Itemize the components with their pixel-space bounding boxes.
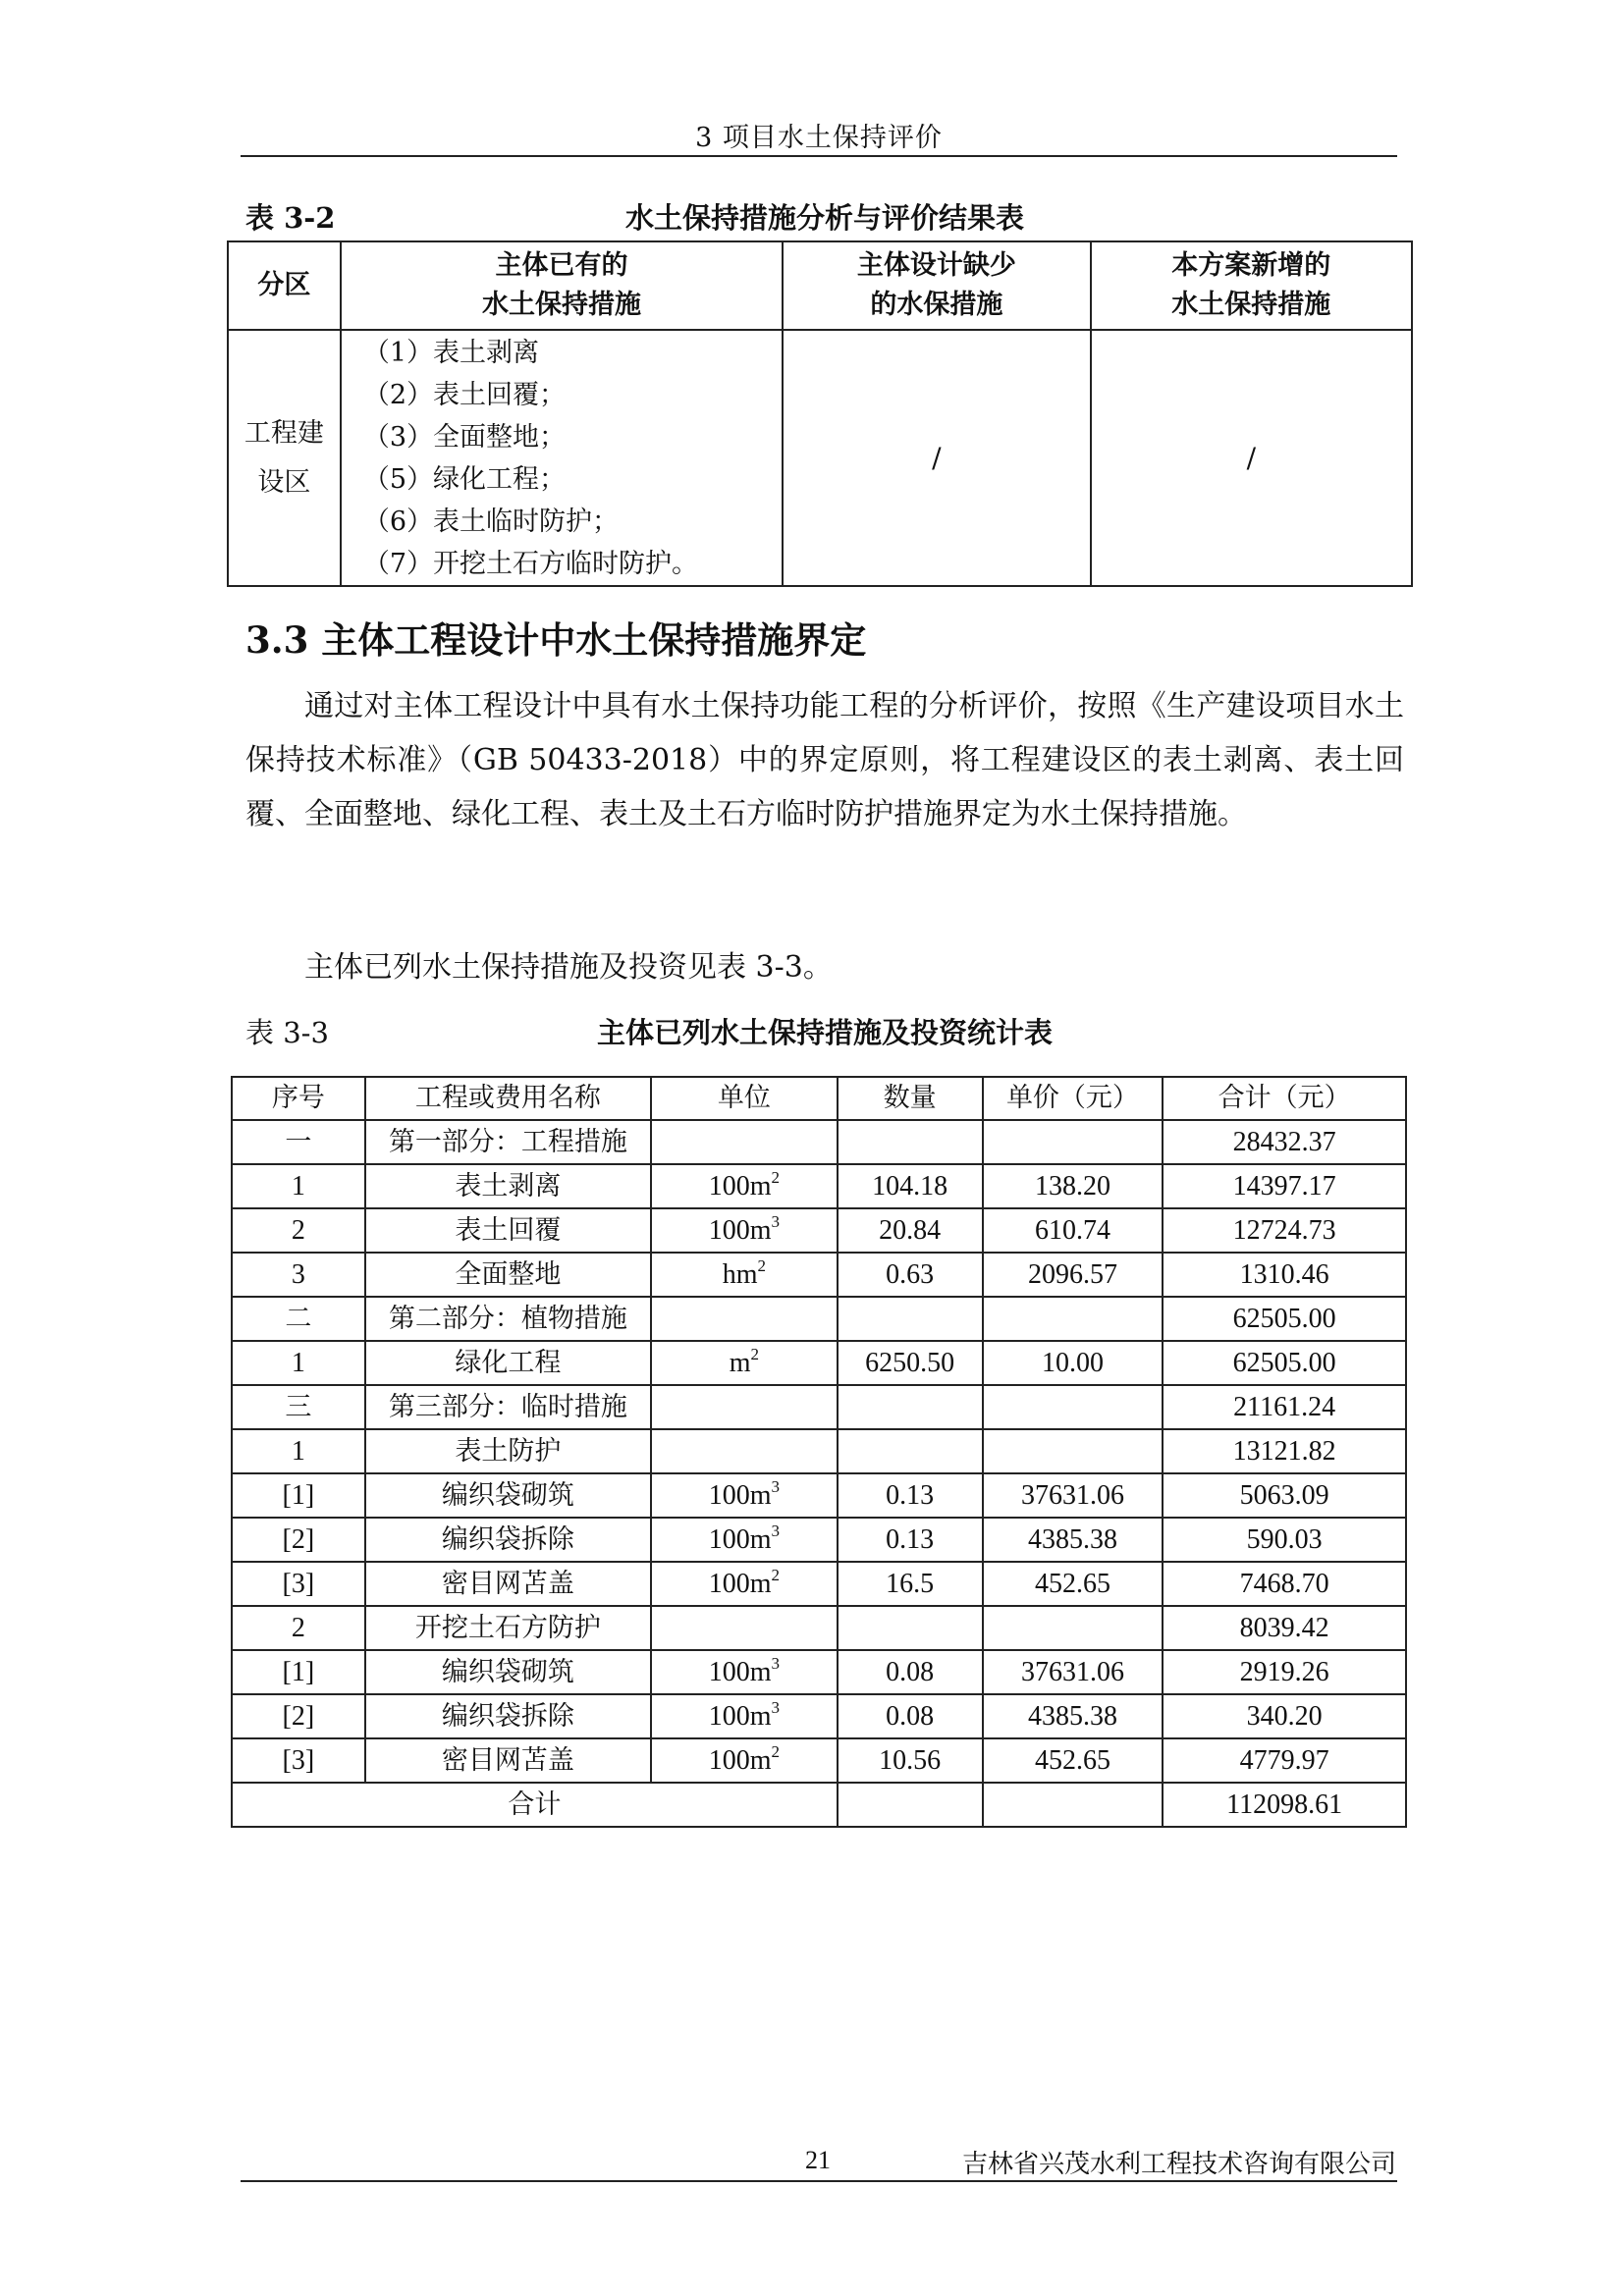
row-unit bbox=[651, 1385, 838, 1429]
row-total: 590.03 bbox=[1163, 1518, 1406, 1562]
header-missing-line-2: 的水保措施 bbox=[870, 290, 1003, 320]
row-quantity: 0.08 bbox=[838, 1650, 983, 1694]
total-label: 合计 bbox=[232, 1783, 838, 1827]
table-row bbox=[232, 1208, 1406, 1253]
row-total: 340.20 bbox=[1163, 1694, 1406, 1738]
header-missing bbox=[783, 241, 1090, 330]
row-unit-price bbox=[983, 1606, 1164, 1650]
grand-total: 112098.61 bbox=[1163, 1783, 1406, 1827]
table-row bbox=[232, 1694, 1406, 1738]
row-total: 1310.46 bbox=[1163, 1253, 1406, 1297]
row-total: 62505.00 bbox=[1163, 1297, 1406, 1341]
row-number: 1 bbox=[232, 1429, 365, 1473]
table-3-2-header-row bbox=[228, 241, 1412, 330]
row-number: 三 bbox=[232, 1385, 365, 1429]
row-name: 表土回覆 bbox=[365, 1208, 651, 1253]
row-unit bbox=[651, 1429, 838, 1473]
row-number: [1] bbox=[232, 1650, 365, 1694]
row-number: 一 bbox=[232, 1120, 365, 1164]
unit-base: hm bbox=[722, 1258, 758, 1290]
header-existing bbox=[341, 241, 783, 330]
header-existing-line-2: 水土保持措施 bbox=[481, 290, 641, 320]
row-unit bbox=[651, 1120, 838, 1164]
measure-item: （1）表土剥离 bbox=[362, 338, 540, 368]
row-name: 表土防护 bbox=[365, 1429, 651, 1473]
row-unit-price bbox=[983, 1429, 1164, 1473]
row-unit-price bbox=[983, 1297, 1164, 1341]
header-area: 分区 bbox=[228, 241, 341, 330]
measure-item: （3）全面整地； bbox=[362, 422, 567, 453]
unit-base: 100m bbox=[708, 1479, 772, 1511]
page-number: 21 bbox=[805, 2146, 831, 2174]
row-unit-price bbox=[983, 1385, 1164, 1429]
row-number: [2] bbox=[232, 1694, 365, 1738]
table-row bbox=[232, 1738, 1406, 1783]
row-unit-price: 37631.06 bbox=[983, 1473, 1164, 1518]
unit-base: 100m bbox=[708, 1744, 772, 1776]
header-existing-line-1: 主体已有的 bbox=[495, 250, 628, 281]
column-header: 数量 bbox=[838, 1077, 983, 1120]
table-row bbox=[232, 1385, 1406, 1429]
row-number: [3] bbox=[232, 1738, 365, 1783]
body-paragraph-2: 主体已列水土保持措施及投资见表 3-3。 bbox=[304, 950, 833, 985]
row-number: 1 bbox=[232, 1341, 365, 1385]
existing-measures-cell bbox=[341, 330, 783, 586]
row-total: 28432.37 bbox=[1163, 1120, 1406, 1164]
row-name: 第三部分：临时措施 bbox=[365, 1385, 651, 1429]
row-total: 8039.42 bbox=[1163, 1606, 1406, 1650]
table-3-3-header-row bbox=[232, 1077, 1406, 1120]
row-unit-price bbox=[983, 1120, 1164, 1164]
row-number: [3] bbox=[232, 1562, 365, 1606]
header-missing-line-1: 主体设计缺少 bbox=[856, 250, 1016, 281]
table-row bbox=[232, 1518, 1406, 1562]
table-3-3-title: 主体已列水土保持措施及投资统计表 bbox=[596, 1016, 1053, 1049]
section-heading: 3.3 主体工程设计中水土保持措施界定 bbox=[245, 618, 867, 662]
area-line-2: 设区 bbox=[257, 466, 311, 498]
row-name: 密目网苫盖 bbox=[365, 1562, 651, 1606]
unit-base: 100m bbox=[708, 1656, 772, 1687]
measure-item: （6）表土临时防护； bbox=[362, 507, 620, 537]
row-unit bbox=[651, 1164, 838, 1208]
table-row bbox=[232, 1164, 1406, 1208]
row-quantity bbox=[838, 1297, 983, 1341]
total-row bbox=[232, 1783, 1406, 1827]
row-name: 密目网苫盖 bbox=[365, 1738, 651, 1783]
row-unit-price: 37631.06 bbox=[983, 1650, 1164, 1694]
row-quantity: 20.84 bbox=[838, 1208, 983, 1253]
unit-exponent: 2 bbox=[757, 1255, 766, 1275]
row-unit-price: 10.00 bbox=[983, 1341, 1164, 1385]
area-cell bbox=[228, 330, 341, 586]
missing-measures-cell: / bbox=[783, 330, 1090, 586]
row-quantity: 0.13 bbox=[838, 1518, 983, 1562]
unit-base: 100m bbox=[708, 1523, 772, 1555]
unit-exponent: 2 bbox=[771, 1167, 780, 1187]
added-measures-cell: / bbox=[1091, 330, 1412, 586]
row-total: 4779.97 bbox=[1163, 1738, 1406, 1783]
table-3-2-number: 表 3-2 bbox=[245, 201, 336, 235]
column-header: 单位 bbox=[651, 1077, 838, 1120]
row-total: 5063.09 bbox=[1163, 1473, 1406, 1518]
row-unit bbox=[651, 1562, 838, 1606]
row-unit bbox=[651, 1738, 838, 1783]
unit-exponent: 3 bbox=[771, 1476, 780, 1496]
running-header: 3 项目水土保持评价 bbox=[695, 123, 943, 153]
table-row bbox=[232, 1341, 1406, 1385]
row-unit-price: 4385.38 bbox=[983, 1694, 1164, 1738]
row-quantity bbox=[838, 1385, 983, 1429]
row-quantity: 0.13 bbox=[838, 1473, 983, 1518]
row-number: 2 bbox=[232, 1606, 365, 1650]
column-header: 合计（元） bbox=[1163, 1077, 1406, 1120]
row-unit bbox=[651, 1341, 838, 1385]
row-number: 1 bbox=[232, 1164, 365, 1208]
row-total: 7468.70 bbox=[1163, 1562, 1406, 1606]
row-name: 开挖土石方防护 bbox=[365, 1606, 651, 1650]
row-unit bbox=[651, 1297, 838, 1341]
row-name: 表土剥离 bbox=[365, 1164, 651, 1208]
table-row bbox=[232, 1297, 1406, 1341]
footer-rule bbox=[241, 2180, 1397, 2182]
row-number: [1] bbox=[232, 1473, 365, 1518]
row-name: 编织袋拆除 bbox=[365, 1518, 651, 1562]
measure-item: （2）表土回覆； bbox=[362, 380, 567, 410]
row-total: 21161.24 bbox=[1163, 1385, 1406, 1429]
row-name: 全面整地 bbox=[365, 1253, 651, 1297]
row-name: 第二部分：植物措施 bbox=[365, 1297, 651, 1341]
table-3-2 bbox=[227, 240, 1413, 587]
column-header: 工程或费用名称 bbox=[365, 1077, 651, 1120]
unit-exponent: 3 bbox=[771, 1211, 780, 1231]
unit-exponent: 2 bbox=[771, 1565, 780, 1584]
unit-base: 100m bbox=[708, 1214, 772, 1246]
unit-exponent: 2 bbox=[750, 1344, 759, 1363]
row-name: 绿化工程 bbox=[365, 1341, 651, 1385]
table-row bbox=[232, 1650, 1406, 1694]
row-unit-price: 452.65 bbox=[983, 1562, 1164, 1606]
header-rule bbox=[241, 155, 1397, 157]
table-row bbox=[232, 1473, 1406, 1518]
column-header: 序号 bbox=[232, 1077, 365, 1120]
table-3-2-title: 水土保持措施分析与评价结果表 bbox=[624, 201, 1024, 235]
row-unit-price: 138.20 bbox=[983, 1164, 1164, 1208]
row-quantity: 0.63 bbox=[838, 1253, 983, 1297]
header-added-line-2: 水土保持措施 bbox=[1171, 290, 1331, 320]
table-row bbox=[232, 1120, 1406, 1164]
table-row bbox=[232, 1562, 1406, 1606]
row-unit bbox=[651, 1473, 838, 1518]
table-3-3-number: 表 3-3 bbox=[245, 1016, 329, 1049]
unit-base: 100m bbox=[708, 1700, 772, 1732]
row-quantity: 10.56 bbox=[838, 1738, 983, 1783]
column-header: 单价（元） bbox=[983, 1077, 1164, 1120]
row-quantity: 0.08 bbox=[838, 1694, 983, 1738]
row-quantity: 16.5 bbox=[838, 1562, 983, 1606]
unit-exponent: 3 bbox=[771, 1521, 780, 1540]
row-total: 13121.82 bbox=[1163, 1429, 1406, 1473]
row-number: 二 bbox=[232, 1297, 365, 1341]
row-name: 编织袋砌筑 bbox=[365, 1473, 651, 1518]
empty-cell bbox=[983, 1783, 1164, 1827]
row-unit bbox=[651, 1650, 838, 1694]
row-name: 编织袋拆除 bbox=[365, 1694, 651, 1738]
row-quantity: 6250.50 bbox=[838, 1341, 983, 1385]
row-total: 14397.17 bbox=[1163, 1164, 1406, 1208]
row-total: 2919.26 bbox=[1163, 1650, 1406, 1694]
row-quantity bbox=[838, 1606, 983, 1650]
table-3-3 bbox=[231, 1076, 1407, 1828]
table-row bbox=[232, 1606, 1406, 1650]
row-unit bbox=[651, 1606, 838, 1650]
row-name: 第一部分：工程措施 bbox=[365, 1120, 651, 1164]
table-row bbox=[232, 1429, 1406, 1473]
row-number: [2] bbox=[232, 1518, 365, 1562]
row-unit-price: 4385.38 bbox=[983, 1518, 1164, 1562]
row-total: 62505.00 bbox=[1163, 1341, 1406, 1385]
row-unit bbox=[651, 1518, 838, 1562]
empty-cell bbox=[838, 1783, 983, 1827]
unit-base: 100m bbox=[708, 1568, 772, 1599]
unit-exponent: 2 bbox=[771, 1741, 780, 1761]
unit-base: 100m bbox=[708, 1170, 772, 1201]
row-quantity bbox=[838, 1429, 983, 1473]
table-3-2-row bbox=[228, 330, 1412, 586]
row-name: 编织袋砌筑 bbox=[365, 1650, 651, 1694]
row-unit bbox=[651, 1208, 838, 1253]
row-number: 3 bbox=[232, 1253, 365, 1297]
company-name: 吉林省兴茂水利工程技术咨询有限公司 bbox=[961, 2150, 1396, 2179]
header-added bbox=[1091, 241, 1412, 330]
row-unit bbox=[651, 1694, 838, 1738]
table-3-2-caption bbox=[245, 196, 1404, 236]
row-total: 12724.73 bbox=[1163, 1208, 1406, 1253]
row-quantity: 104.18 bbox=[838, 1164, 983, 1208]
header-added-line-1: 本方案新增的 bbox=[1171, 250, 1331, 281]
table-3-3-caption bbox=[245, 1011, 1404, 1050]
unit-exponent: 3 bbox=[771, 1653, 780, 1673]
area-line-1: 工程建 bbox=[244, 417, 324, 449]
measure-item: （5）绿化工程； bbox=[362, 464, 567, 495]
body-paragraph-1: 通过对主体工程设计中具有水土保持功能工程的分析评价，按照《生产建设项目水土保持技术标准》（GB 50433-2018）中的界定原则，将工程建设区的表土剥离、表土回覆、全面整地、绿化工程、表土及土石方临时防护措施界定为水土保持措施。 bbox=[245, 689, 1404, 831]
unit-base: m bbox=[729, 1347, 751, 1378]
row-unit-price: 610.74 bbox=[983, 1208, 1164, 1253]
unit-exponent: 3 bbox=[771, 1697, 780, 1717]
row-unit bbox=[651, 1253, 838, 1297]
row-unit-price: 2096.57 bbox=[983, 1253, 1164, 1297]
row-unit-price: 452.65 bbox=[983, 1738, 1164, 1783]
row-number: 2 bbox=[232, 1208, 365, 1253]
table-row bbox=[232, 1253, 1406, 1297]
row-quantity bbox=[838, 1120, 983, 1164]
measure-item: （7）开挖土石方临时防护。 bbox=[362, 549, 699, 579]
